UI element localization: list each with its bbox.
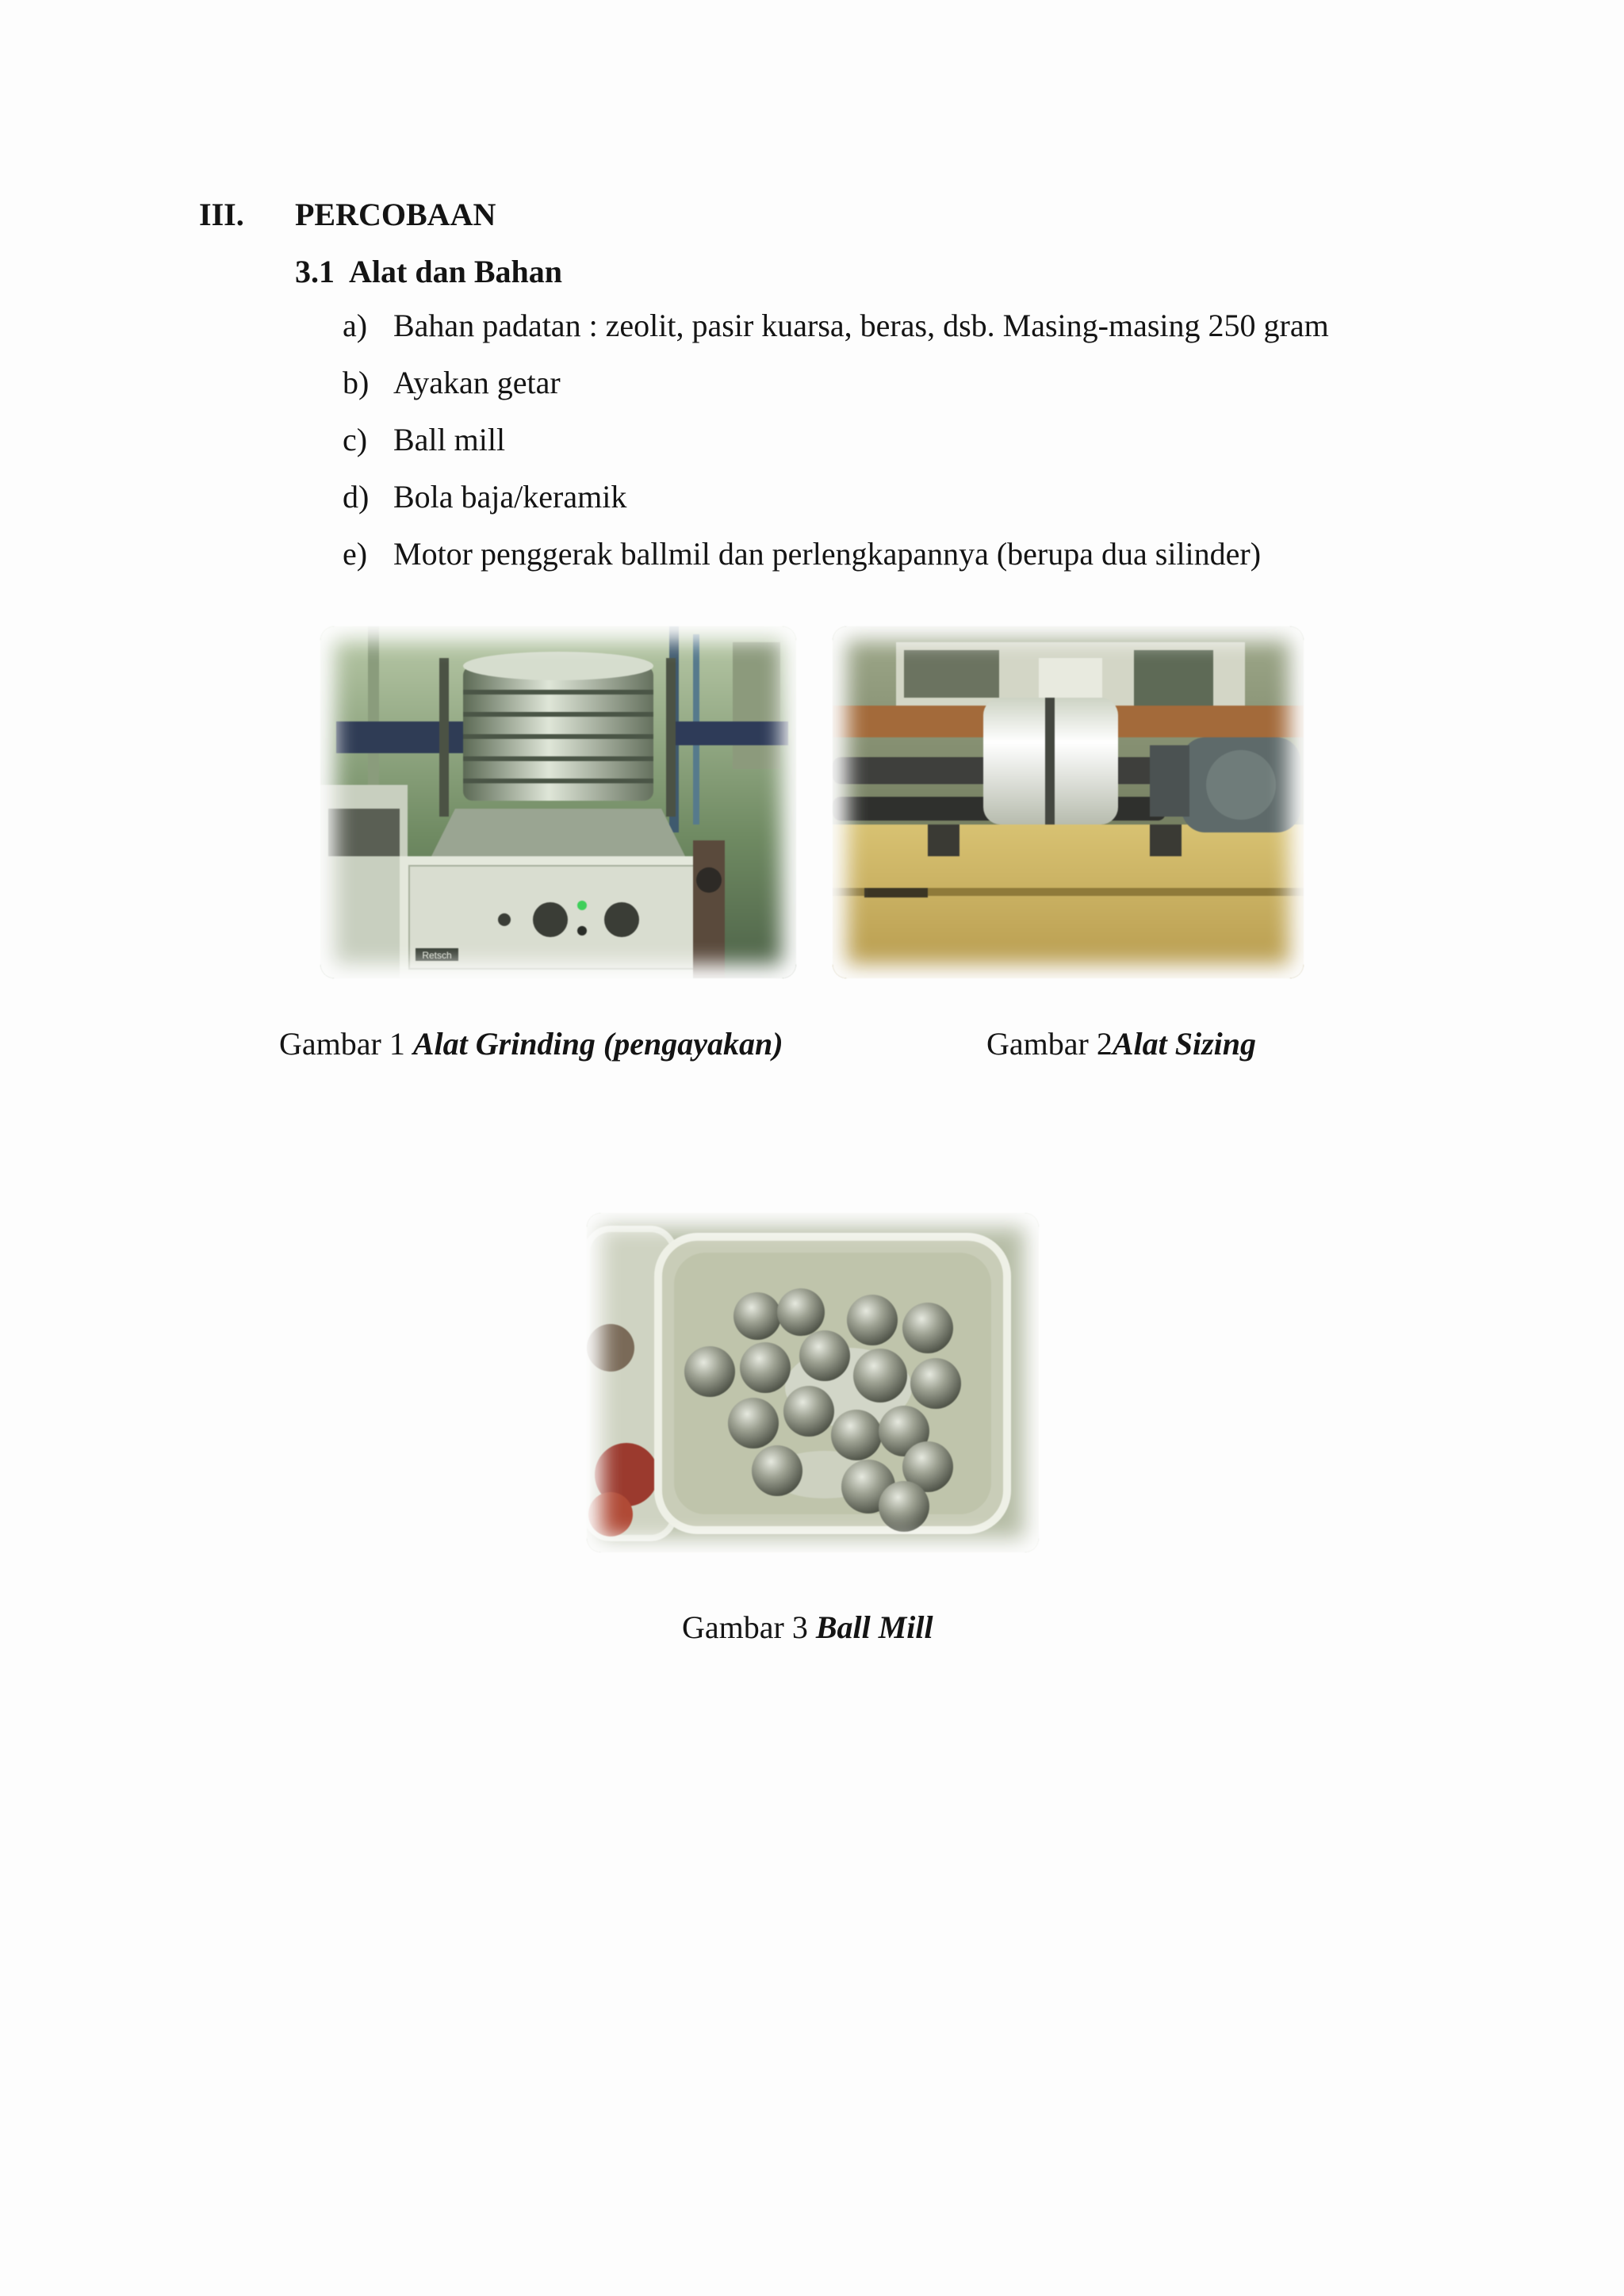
list-marker: d) [343, 479, 370, 515]
list-marker: a) [343, 308, 368, 343]
figure-3-caption [682, 1608, 933, 1647]
figure-2-title: Alat Sizing [1112, 1026, 1257, 1062]
list-text: Ball mill [393, 422, 506, 457]
figure-1-prefix: Gambar 1 [279, 1026, 413, 1062]
section-title: PERCOBAAN [295, 197, 496, 232]
figure-3-prefix: Gambar 3 [682, 1609, 816, 1645]
subsection-number: 3.1 [295, 254, 335, 289]
list-text: Bola baja/keramik [393, 479, 627, 515]
brand-label: Retsch [422, 950, 452, 961]
figure-1-title: Alat Grinding (pengayakan) [412, 1026, 783, 1062]
figure-2-caption [986, 1024, 1256, 1064]
list-text: Motor penggerak ballmil dan perlengkapannya (berupa dua silinder) [393, 536, 1262, 572]
subsection-heading [295, 252, 562, 292]
list-marker: b) [343, 365, 370, 400]
figure-3-title: Ball Mill [815, 1609, 933, 1645]
sizing-tool-photo [833, 626, 1304, 978]
grinding-tool-photo [320, 626, 796, 978]
list-text: Bahan padatan : zeolit, pasir kuarsa, beras, dsb. Masing-masing 250 gram [393, 308, 1329, 343]
figure-1-caption [279, 1024, 783, 1064]
subsection-title: Alat dan Bahan [349, 254, 562, 289]
list-text: Ayakan getar [393, 365, 561, 400]
section-number: III. [199, 197, 244, 232]
list-marker: e) [343, 536, 368, 572]
list-marker: c) [343, 422, 368, 457]
ball-mill-photo [587, 1213, 1039, 1552]
figure-2-prefix: Gambar 2 [986, 1026, 1113, 1062]
